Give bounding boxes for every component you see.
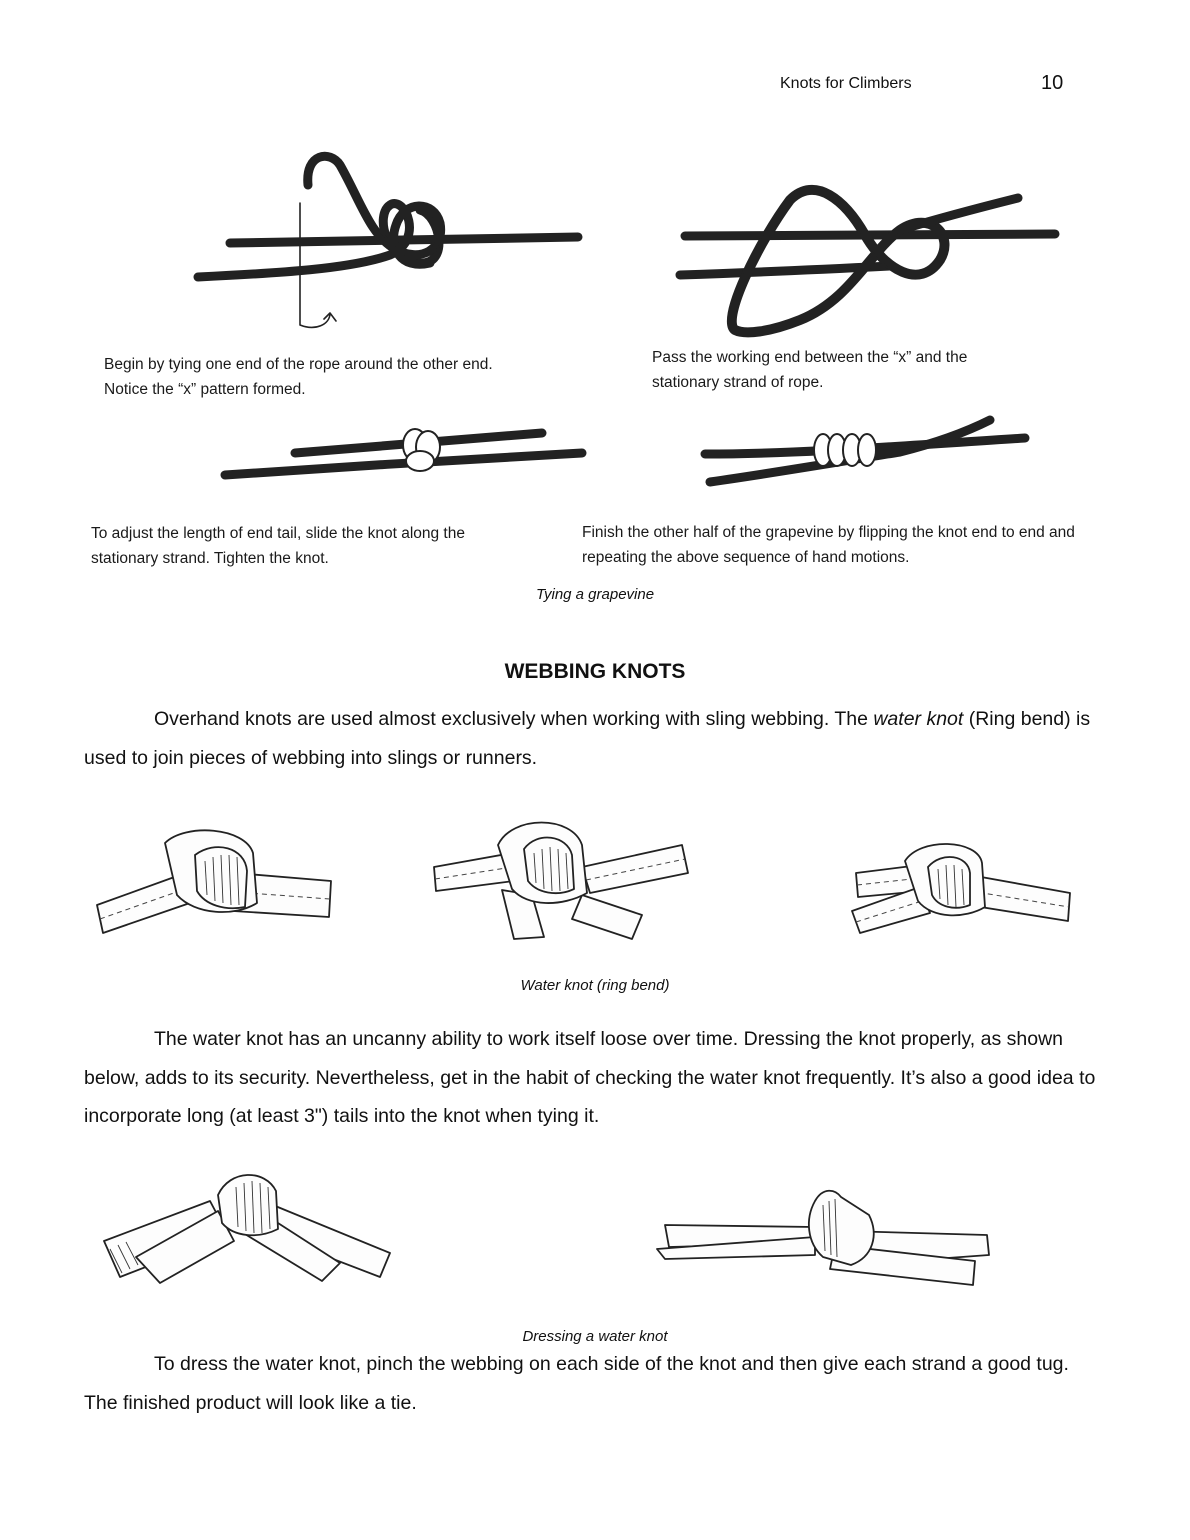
water-knot-illustration-3 xyxy=(850,835,1075,935)
dressing-illustration-loose xyxy=(100,1165,395,1285)
page-number: 10 xyxy=(1041,72,1064,94)
water-knot-security-paragraph xyxy=(84,1020,1104,1136)
water-knot-illustration-2 xyxy=(432,815,690,943)
dressing-paragraph-text: To dress the water knot, pinch the webbing on each side of the knot and then give each strand a good tug. The finished product will look like a tie. xyxy=(84,1353,1069,1414)
dressing-paragraph xyxy=(84,1345,1104,1422)
intro-term-water-knot: water knot xyxy=(873,708,964,730)
grapevine-step4-caption: Finish the other half of the grapevine by flipping the knot end to end and repeating the above sequence of hand motions. xyxy=(582,524,1075,566)
running-header-title: Knots for Climbers xyxy=(780,75,912,92)
water-knot-illustration-1 xyxy=(95,825,335,937)
dressing-illustration-dressed xyxy=(655,1185,995,1290)
water-knot-figure-caption: Water knot (ring bend) xyxy=(520,977,670,994)
grapevine-step4-illustration xyxy=(700,412,1035,494)
grapevine-step1-illustration xyxy=(190,145,590,340)
grapevine-step3-illustration xyxy=(220,415,590,490)
intro-text-start: Overhand knots are used almost exclusively when working with sling webbing. The xyxy=(154,708,874,730)
dressing-figure-caption: Dressing a water knot xyxy=(522,1328,668,1345)
grapevine-step1-caption: Begin by tying one end of the rope around the other end. Notice the “x” pattern formed. xyxy=(104,356,493,398)
grapevine-step3-caption: To adjust the length of end tail, slide the knot along the stationary strand. Tighten the knot. xyxy=(91,525,465,567)
section-heading: WEBBING KNOTS xyxy=(504,660,686,683)
webbing-intro-paragraph xyxy=(84,700,1104,777)
grapevine-figure-caption: Tying a grapevine xyxy=(535,586,655,603)
grapevine-step2-illustration xyxy=(650,180,1070,340)
security-paragraph-text: The water knot has an uncanny ability to work itself loose over time. Dressing the knot properly, as shown below, adds to its security. Nevertheless, get in the habit of checking the water knot frequently. It’s also a good idea to incorporate long (at least 3") tails into the knot when tying it. xyxy=(84,1028,1096,1127)
intro-text-end: (Ring bend) is used to join pieces of webbing into slings or runners. xyxy=(84,708,1091,769)
grapevine-step2-caption: Pass the working end between the “x” and the stationary strand of rope. xyxy=(652,349,968,391)
